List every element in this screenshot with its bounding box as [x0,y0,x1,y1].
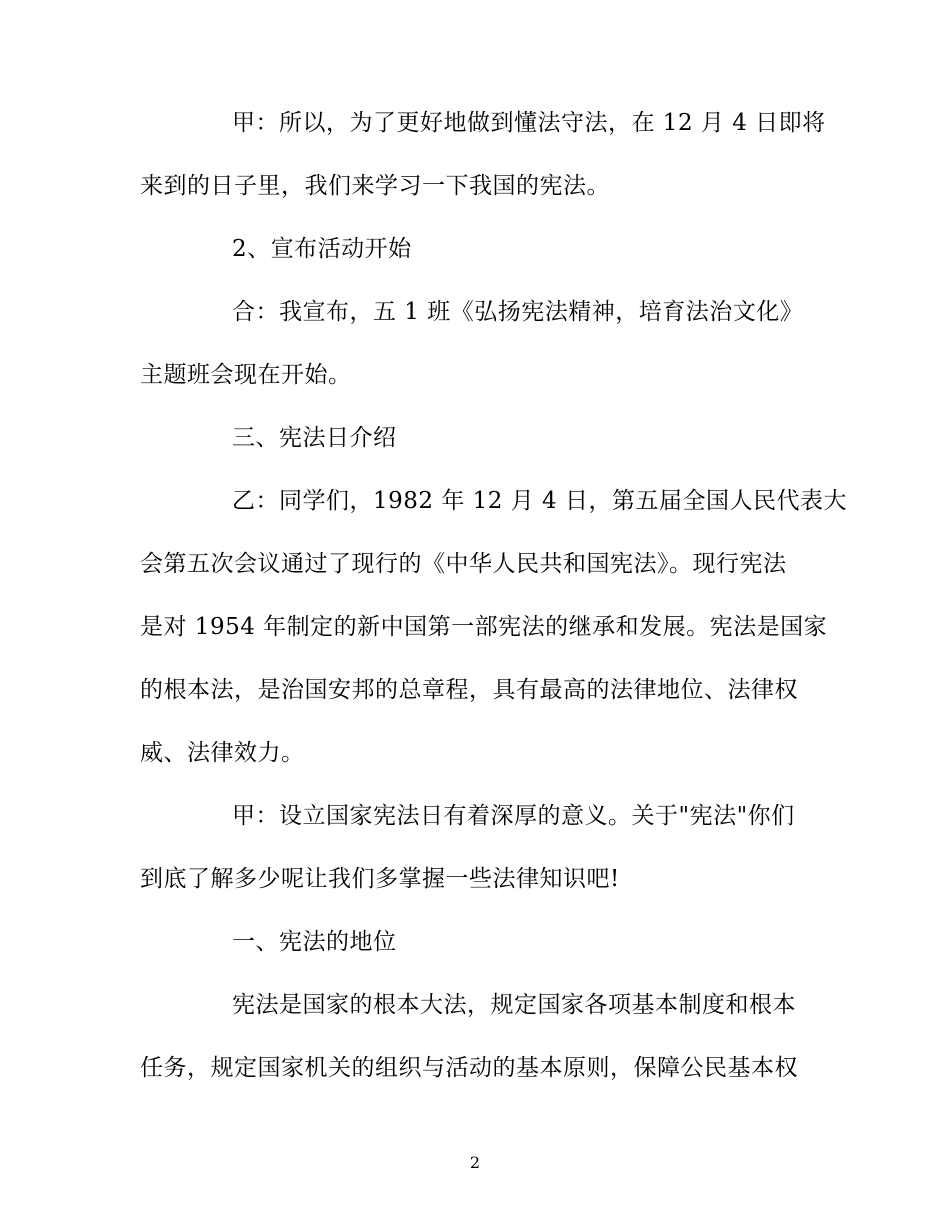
text-line: 是对 1954 年制定的新中国第一部宪法的继承和发展。宪法是国家 [140,614,828,640]
text-line: 到底了解多少呢让我们多掌握一些法律知识吧! [140,866,620,892]
text-line: 一、宪法的地位 [232,929,397,955]
text-line: 的根本法，是治国安邦的总章程，具有最高的法律地位、法律权 [140,677,798,703]
text-line: 甲：所以，为了更好地做到懂法守法，在 12 月 4 日即将 [232,110,826,136]
text-line: 来到的日子里，我们来学习一下我国的宪法。 [140,173,610,199]
page-number: 2 [469,1153,481,1172]
text-line: 宪法是国家的根本大法，规定国家各项基本制度和根本 [232,992,796,1018]
text-line: 合：我宣布，五 1 班《弘扬宪法精神，培育法治文化》 [232,299,804,325]
text-line: 会第五次会议通过了现行的《中华人民共和国宪法》。现行宪法 [140,551,787,577]
text-line: 威、法律效力。 [140,740,305,766]
text-line: 2、宣布活动开始 [232,236,412,262]
text-line: 甲：设立国家宪法日有着深厚的意义。关于"宪法"你们 [232,803,795,829]
text-line: 乙：同学们，1982 年 12 月 4 日，第五届全国人民代表大 [232,488,847,514]
text-line: 主题班会现在开始。 [140,362,352,388]
text-line: 任务，规定国家机关的组织与活动的基本原则，保障公民基本权 [140,1055,798,1081]
text-line: 三、宪法日介绍 [232,425,397,451]
